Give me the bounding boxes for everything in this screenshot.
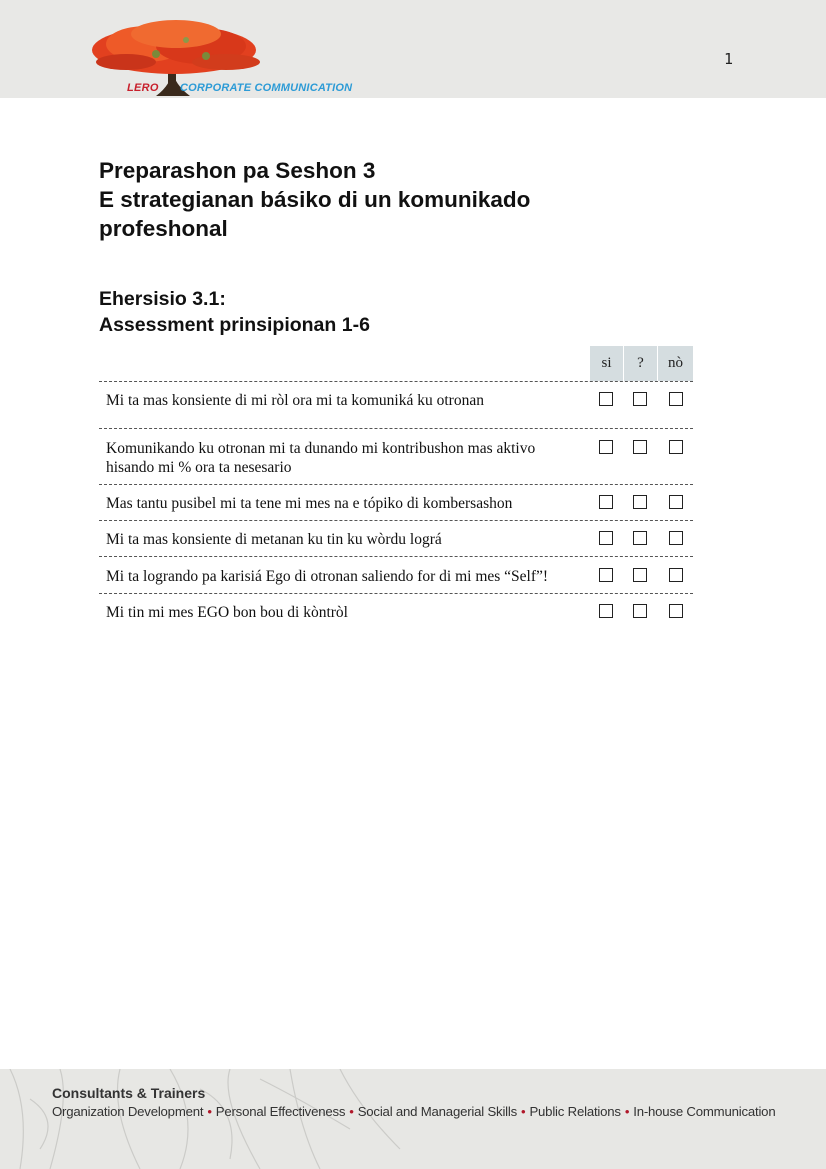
checkbox-unsure[interactable] bbox=[633, 392, 647, 406]
checkbox-no[interactable] bbox=[669, 495, 683, 509]
row-divider bbox=[99, 593, 693, 594]
exercise-heading bbox=[99, 286, 370, 338]
page-number: 1 bbox=[724, 50, 734, 68]
bullet-icon: • bbox=[207, 1104, 212, 1119]
logo-text-corporate-communication: CORPORATE COMMUNICATION bbox=[180, 82, 353, 94]
item-text: Komunikando ku otronan mi ta dunando mi kontribushon mas aktivo bbox=[106, 440, 536, 457]
page-footer bbox=[0, 1069, 826, 1169]
page-header bbox=[0, 0, 826, 98]
column-header-si: si bbox=[590, 346, 623, 381]
row-divider bbox=[99, 381, 693, 382]
exercise-line-2: Assessment prinsipionan 1-6 bbox=[99, 314, 370, 336]
logo-text-lero: LERO bbox=[127, 82, 159, 94]
checkbox-si[interactable] bbox=[599, 440, 613, 454]
exercise-line-1: Ehersisio 3.1: bbox=[99, 288, 226, 310]
checkbox-no[interactable] bbox=[669, 392, 683, 406]
row-divider bbox=[99, 484, 693, 485]
column-header-no: nò bbox=[658, 346, 693, 381]
company-logo bbox=[86, 14, 376, 98]
checkbox-no[interactable] bbox=[669, 440, 683, 454]
checkbox-si[interactable] bbox=[599, 568, 613, 582]
service-item: Social and Managerial Skills bbox=[357, 1104, 518, 1119]
checkbox-unsure[interactable] bbox=[633, 568, 647, 582]
checkbox-no[interactable] bbox=[669, 568, 683, 582]
bullet-icon: • bbox=[349, 1104, 354, 1119]
item-text: Mi ta mas konsiente di mi ròl ora mi ta komuniká ku otronan bbox=[106, 392, 484, 409]
assessment-item-6 bbox=[106, 603, 586, 622]
checkbox-unsure[interactable] bbox=[633, 440, 647, 454]
assessment-item-3 bbox=[106, 494, 586, 513]
bullet-icon: • bbox=[624, 1104, 630, 1119]
row-divider bbox=[99, 520, 693, 521]
assessment-item-5 bbox=[106, 567, 596, 586]
service-item: In-house Communication bbox=[633, 1104, 776, 1119]
footer-title: Consultants & Trainers bbox=[52, 1085, 206, 1101]
checkbox-si[interactable] bbox=[599, 531, 613, 545]
checkbox-si[interactable] bbox=[599, 392, 613, 406]
page-title bbox=[99, 156, 659, 243]
checkbox-no[interactable] bbox=[669, 531, 683, 545]
title-line-2: E strategianan básiko di un komunikado bbox=[99, 187, 531, 212]
row-divider bbox=[99, 556, 693, 557]
checkbox-unsure[interactable] bbox=[633, 604, 647, 618]
checkbox-unsure[interactable] bbox=[633, 531, 647, 545]
title-line-3: profeshonal bbox=[99, 216, 228, 241]
service-item: Organization Development bbox=[52, 1104, 204, 1119]
service-item: Public Relations bbox=[529, 1104, 621, 1119]
item-text: Mi tin mi mes EGO bon bou di kòntròl bbox=[106, 604, 348, 621]
row-divider bbox=[99, 428, 693, 429]
service-item: Personal Effectiveness bbox=[215, 1104, 346, 1119]
tree-roots-watermark-icon bbox=[0, 1069, 420, 1169]
footer-services bbox=[52, 1104, 775, 1119]
assessment-item-4 bbox=[106, 530, 586, 549]
column-header-unsure: ? bbox=[624, 346, 657, 381]
item-text-continued: hisando mi % ora ta nesesario bbox=[106, 459, 292, 476]
item-text: Mas tantu pusibel mi ta tene mi mes na e tópiko di kombersashon bbox=[106, 495, 513, 512]
assessment-item-2 bbox=[106, 439, 586, 477]
item-text: Mi ta logrando pa karisiá Ego di otronan saliendo for di mi mes “Self”! bbox=[106, 568, 549, 585]
title-line-1: Preparashon pa Seshon 3 bbox=[99, 158, 376, 183]
checkbox-unsure[interactable] bbox=[633, 495, 647, 509]
bullet-icon: • bbox=[521, 1104, 526, 1119]
checkbox-si[interactable] bbox=[599, 604, 613, 618]
checkbox-no[interactable] bbox=[669, 604, 683, 618]
checkbox-si[interactable] bbox=[599, 495, 613, 509]
item-text: Mi ta mas konsiente di metanan ku tin ku wòrdu lográ bbox=[106, 531, 442, 548]
assessment-item-1 bbox=[106, 391, 586, 410]
